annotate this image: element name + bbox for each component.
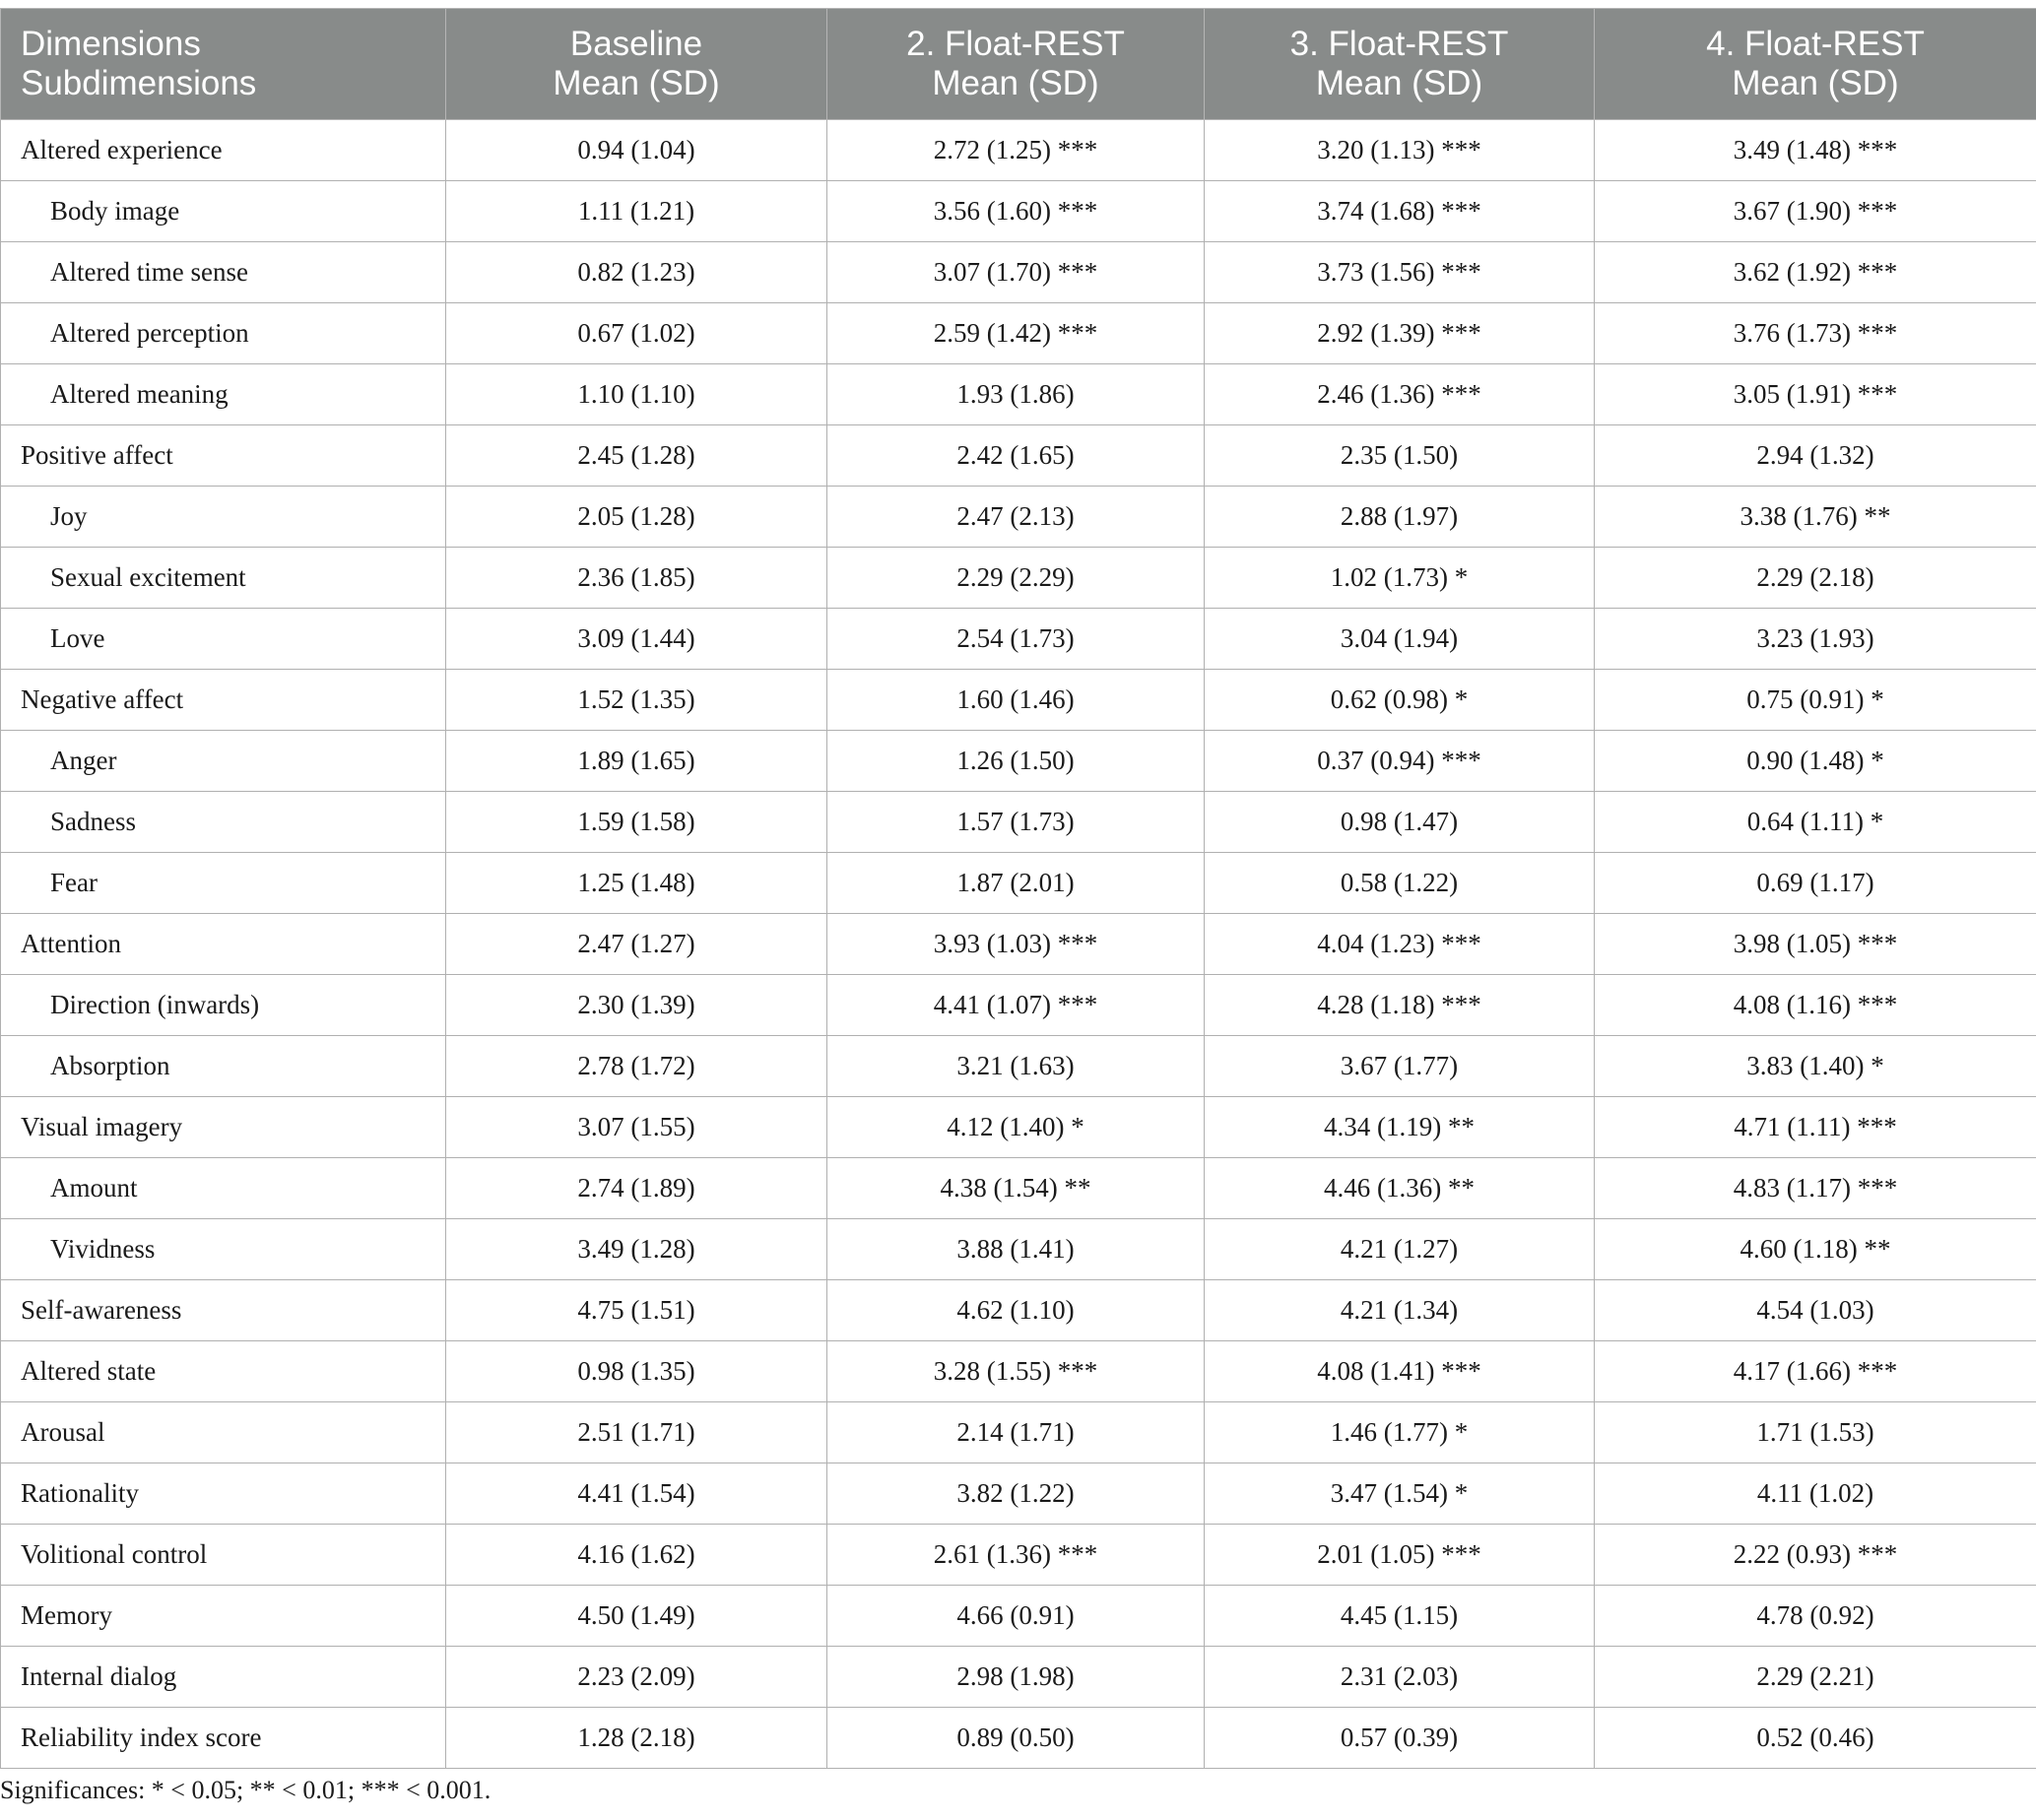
dimension-label: Visual imagery	[1, 1097, 446, 1158]
table-row	[1, 1036, 2036, 1097]
value-cell: 0.82 (1.23)	[446, 242, 827, 303]
value-cell: 4.60 (1.18) **	[1595, 1219, 2036, 1280]
value-cell: 2.78 (1.72)	[446, 1036, 827, 1097]
table-row	[1, 303, 2036, 364]
value-cell: 0.98 (1.47)	[1205, 792, 1595, 853]
subdimension-label: Fear	[1, 853, 446, 914]
dimension-label: Rationality	[1, 1463, 446, 1525]
value-cell: 4.45 (1.15)	[1205, 1586, 1595, 1647]
table-row	[1, 1586, 2036, 1647]
subdimension-label: Vividness	[1, 1219, 446, 1280]
value-cell: 2.42 (1.65)	[827, 425, 1205, 487]
subdimension-label: Body image	[1, 181, 446, 242]
value-cell: 4.71 (1.11) ***	[1595, 1097, 2036, 1158]
header-line2: Subdimensions	[21, 64, 257, 102]
table-header	[1, 9, 2036, 120]
value-cell: 4.11 (1.02)	[1595, 1463, 2036, 1525]
dimension-label: Memory	[1, 1586, 446, 1647]
table-body	[1, 120, 2036, 1769]
value-cell: 0.89 (0.50)	[827, 1708, 1205, 1769]
header-row	[1, 9, 2036, 120]
value-cell: 1.60 (1.46)	[827, 670, 1205, 731]
value-cell: 4.17 (1.66) ***	[1595, 1341, 2036, 1402]
value-cell: 3.38 (1.76) **	[1595, 487, 2036, 548]
subdimension-label: Direction (inwards)	[1, 975, 446, 1036]
header-line1: Dimensions	[21, 25, 201, 63]
value-cell: 3.49 (1.28)	[446, 1219, 827, 1280]
value-cell: 3.07 (1.70) ***	[827, 242, 1205, 303]
table-row	[1, 731, 2036, 792]
table-row	[1, 609, 2036, 670]
header-line1: 4. Float-REST	[1706, 25, 1925, 63]
value-cell: 2.35 (1.50)	[1205, 425, 1595, 487]
subdimension-label: Sadness	[1, 792, 446, 853]
value-cell: 0.52 (0.46)	[1595, 1708, 2036, 1769]
table-row	[1, 1158, 2036, 1219]
value-cell: 4.28 (1.18) ***	[1205, 975, 1595, 1036]
subdimension-label: Altered meaning	[1, 364, 446, 425]
value-cell: 2.36 (1.85)	[446, 548, 827, 609]
value-cell: 3.67 (1.90) ***	[1595, 181, 2036, 242]
subdimension-label: Amount	[1, 1158, 446, 1219]
footnote: Significances: * < 0.05; ** < 0.01; *** < 0.001.	[0, 1776, 492, 1804]
value-cell: 2.23 (2.09)	[446, 1647, 827, 1708]
header-line2: Mean (SD)	[553, 64, 720, 102]
value-cell: 4.50 (1.49)	[446, 1586, 827, 1647]
value-cell: 4.38 (1.54) **	[827, 1158, 1205, 1219]
table-row	[1, 853, 2036, 914]
value-cell: 2.30 (1.39)	[446, 975, 827, 1036]
table-row	[1, 792, 2036, 853]
value-cell: 0.64 (1.11) *	[1595, 792, 2036, 853]
value-cell: 1.59 (1.58)	[446, 792, 827, 853]
value-cell: 2.88 (1.97)	[1205, 487, 1595, 548]
value-cell: 3.23 (1.93)	[1595, 609, 2036, 670]
value-cell: 2.45 (1.28)	[446, 425, 827, 487]
value-cell: 4.62 (1.10)	[827, 1280, 1205, 1341]
value-cell: 2.98 (1.98)	[827, 1647, 1205, 1708]
value-cell: 4.83 (1.17) ***	[1595, 1158, 2036, 1219]
value-cell: 0.67 (1.02)	[446, 303, 827, 364]
value-cell: 3.04 (1.94)	[1205, 609, 1595, 670]
value-cell: 1.71 (1.53)	[1595, 1402, 2036, 1463]
value-cell: 4.12 (1.40) *	[827, 1097, 1205, 1158]
value-cell: 3.74 (1.68) ***	[1205, 181, 1595, 242]
table-row	[1, 181, 2036, 242]
value-cell: 0.90 (1.48) *	[1595, 731, 2036, 792]
table-row	[1, 1341, 2036, 1402]
value-cell: 0.58 (1.22)	[1205, 853, 1595, 914]
subdimension-label: Altered perception	[1, 303, 446, 364]
value-cell: 2.94 (1.32)	[1595, 425, 2036, 487]
table-row	[1, 1708, 2036, 1769]
subdimension-label: Sexual excitement	[1, 548, 446, 609]
value-cell: 3.49 (1.48) ***	[1595, 120, 2036, 181]
value-cell: 1.25 (1.48)	[446, 853, 827, 914]
value-cell: 2.47 (2.13)	[827, 487, 1205, 548]
value-cell: 0.98 (1.35)	[446, 1341, 827, 1402]
value-cell: 1.57 (1.73)	[827, 792, 1205, 853]
value-cell: 3.62 (1.92) ***	[1595, 242, 2036, 303]
header-column-1	[446, 9, 827, 120]
value-cell: 3.73 (1.56) ***	[1205, 242, 1595, 303]
value-cell: 0.94 (1.04)	[446, 120, 827, 181]
value-cell: 3.76 (1.73) ***	[1595, 303, 2036, 364]
results-table	[0, 8, 2036, 1769]
value-cell: 4.08 (1.41) ***	[1205, 1341, 1595, 1402]
dimension-label: Positive affect	[1, 425, 446, 487]
value-cell: 1.93 (1.86)	[827, 364, 1205, 425]
value-cell: 3.93 (1.03) ***	[827, 914, 1205, 975]
header-dimensions	[1, 9, 446, 120]
value-cell: 3.07 (1.55)	[446, 1097, 827, 1158]
value-cell: 3.09 (1.44)	[446, 609, 827, 670]
value-cell: 4.75 (1.51)	[446, 1280, 827, 1341]
table-row	[1, 120, 2036, 181]
value-cell: 3.98 (1.05) ***	[1595, 914, 2036, 975]
value-cell: 2.74 (1.89)	[446, 1158, 827, 1219]
value-cell: 2.51 (1.71)	[446, 1402, 827, 1463]
value-cell: 2.92 (1.39) ***	[1205, 303, 1595, 364]
dimension-label: Reliability index score	[1, 1708, 446, 1769]
subdimension-label: Anger	[1, 731, 446, 792]
value-cell: 1.11 (1.21)	[446, 181, 827, 242]
header-line2: Mean (SD)	[1732, 64, 1899, 102]
value-cell: 4.78 (0.92)	[1595, 1586, 2036, 1647]
value-cell: 4.04 (1.23) ***	[1205, 914, 1595, 975]
value-cell: 1.52 (1.35)	[446, 670, 827, 731]
value-cell: 0.37 (0.94) ***	[1205, 731, 1595, 792]
table-row	[1, 1097, 2036, 1158]
value-cell: 2.29 (2.21)	[1595, 1647, 2036, 1708]
dimension-label: Volitional control	[1, 1525, 446, 1586]
header-column-3	[1205, 9, 1595, 120]
value-cell: 4.34 (1.19) **	[1205, 1097, 1595, 1158]
value-cell: 2.05 (1.28)	[446, 487, 827, 548]
value-cell: 4.08 (1.16) ***	[1595, 975, 2036, 1036]
value-cell: 2.47 (1.27)	[446, 914, 827, 975]
value-cell: 3.21 (1.63)	[827, 1036, 1205, 1097]
subdimension-label: Absorption	[1, 1036, 446, 1097]
table-row	[1, 975, 2036, 1036]
value-cell: 3.67 (1.77)	[1205, 1036, 1595, 1097]
dimension-label: Altered state	[1, 1341, 446, 1402]
value-cell: 2.54 (1.73)	[827, 609, 1205, 670]
value-cell: 3.82 (1.22)	[827, 1463, 1205, 1525]
table-row	[1, 1525, 2036, 1586]
value-cell: 3.88 (1.41)	[827, 1219, 1205, 1280]
value-cell: 2.31 (2.03)	[1205, 1647, 1595, 1708]
table-row	[1, 1463, 2036, 1525]
header-line1: Baseline	[569, 25, 703, 63]
value-cell: 0.57 (0.39)	[1205, 1708, 1595, 1769]
value-cell: 0.75 (0.91) *	[1595, 670, 2036, 731]
value-cell: 1.02 (1.73) *	[1205, 548, 1595, 609]
subdimension-label: Love	[1, 609, 446, 670]
table-row	[1, 548, 2036, 609]
value-cell: 0.62 (0.98) *	[1205, 670, 1595, 731]
header-column-4	[1595, 9, 2036, 120]
value-cell: 4.21 (1.27)	[1205, 1219, 1595, 1280]
table-row	[1, 1280, 2036, 1341]
header-line2: Mean (SD)	[1315, 64, 1483, 102]
dimension-label: Attention	[1, 914, 446, 975]
dimension-label: Self-awareness	[1, 1280, 446, 1341]
value-cell: 4.54 (1.03)	[1595, 1280, 2036, 1341]
value-cell: 2.29 (2.18)	[1595, 548, 2036, 609]
value-cell: 4.41 (1.54)	[446, 1463, 827, 1525]
table-row	[1, 425, 2036, 487]
value-cell: 4.41 (1.07) ***	[827, 975, 1205, 1036]
subdimension-label: Joy	[1, 487, 446, 548]
table-row	[1, 242, 2036, 303]
value-cell: 3.28 (1.55) ***	[827, 1341, 1205, 1402]
value-cell: 4.66 (0.91)	[827, 1586, 1205, 1647]
value-cell: 2.46 (1.36) ***	[1205, 364, 1595, 425]
header-column-2	[827, 9, 1205, 120]
table-row	[1, 364, 2036, 425]
value-cell: 3.05 (1.91) ***	[1595, 364, 2036, 425]
value-cell: 3.20 (1.13) ***	[1205, 120, 1595, 181]
table-row	[1, 487, 2036, 548]
value-cell: 1.28 (2.18)	[446, 1708, 827, 1769]
value-cell: 1.46 (1.77) *	[1205, 1402, 1595, 1463]
table-row	[1, 1647, 2036, 1708]
value-cell: 2.29 (2.29)	[827, 548, 1205, 609]
value-cell: 2.22 (0.93) ***	[1595, 1525, 2036, 1586]
value-cell: 4.16 (1.62)	[446, 1525, 827, 1586]
table-row	[1, 670, 2036, 731]
value-cell: 1.89 (1.65)	[446, 731, 827, 792]
value-cell: 2.14 (1.71)	[827, 1402, 1205, 1463]
dimension-label: Arousal	[1, 1402, 446, 1463]
table-row	[1, 1402, 2036, 1463]
header-line2: Mean (SD)	[932, 64, 1099, 102]
value-cell: 4.46 (1.36) **	[1205, 1158, 1595, 1219]
value-cell: 1.10 (1.10)	[446, 364, 827, 425]
dimension-label: Negative affect	[1, 670, 446, 731]
value-cell: 1.26 (1.50)	[827, 731, 1205, 792]
value-cell: 0.69 (1.17)	[1595, 853, 2036, 914]
value-cell: 1.87 (2.01)	[827, 853, 1205, 914]
value-cell: 2.59 (1.42) ***	[827, 303, 1205, 364]
value-cell: 4.21 (1.34)	[1205, 1280, 1595, 1341]
header-line1: 2. Float-REST	[906, 25, 1125, 63]
table-row	[1, 914, 2036, 975]
value-cell: 3.83 (1.40) *	[1595, 1036, 2036, 1097]
value-cell: 3.56 (1.60) ***	[827, 181, 1205, 242]
value-cell: 2.61 (1.36) ***	[827, 1525, 1205, 1586]
value-cell: 2.72 (1.25) ***	[827, 120, 1205, 181]
value-cell: 2.01 (1.05) ***	[1205, 1525, 1595, 1586]
subdimension-label: Altered time sense	[1, 242, 446, 303]
header-line1: 3. Float-REST	[1289, 25, 1509, 63]
value-cell: 3.47 (1.54) *	[1205, 1463, 1595, 1525]
dimension-label: Internal dialog	[1, 1647, 446, 1708]
dimension-label: Altered experience	[1, 120, 446, 181]
table-row	[1, 1219, 2036, 1280]
